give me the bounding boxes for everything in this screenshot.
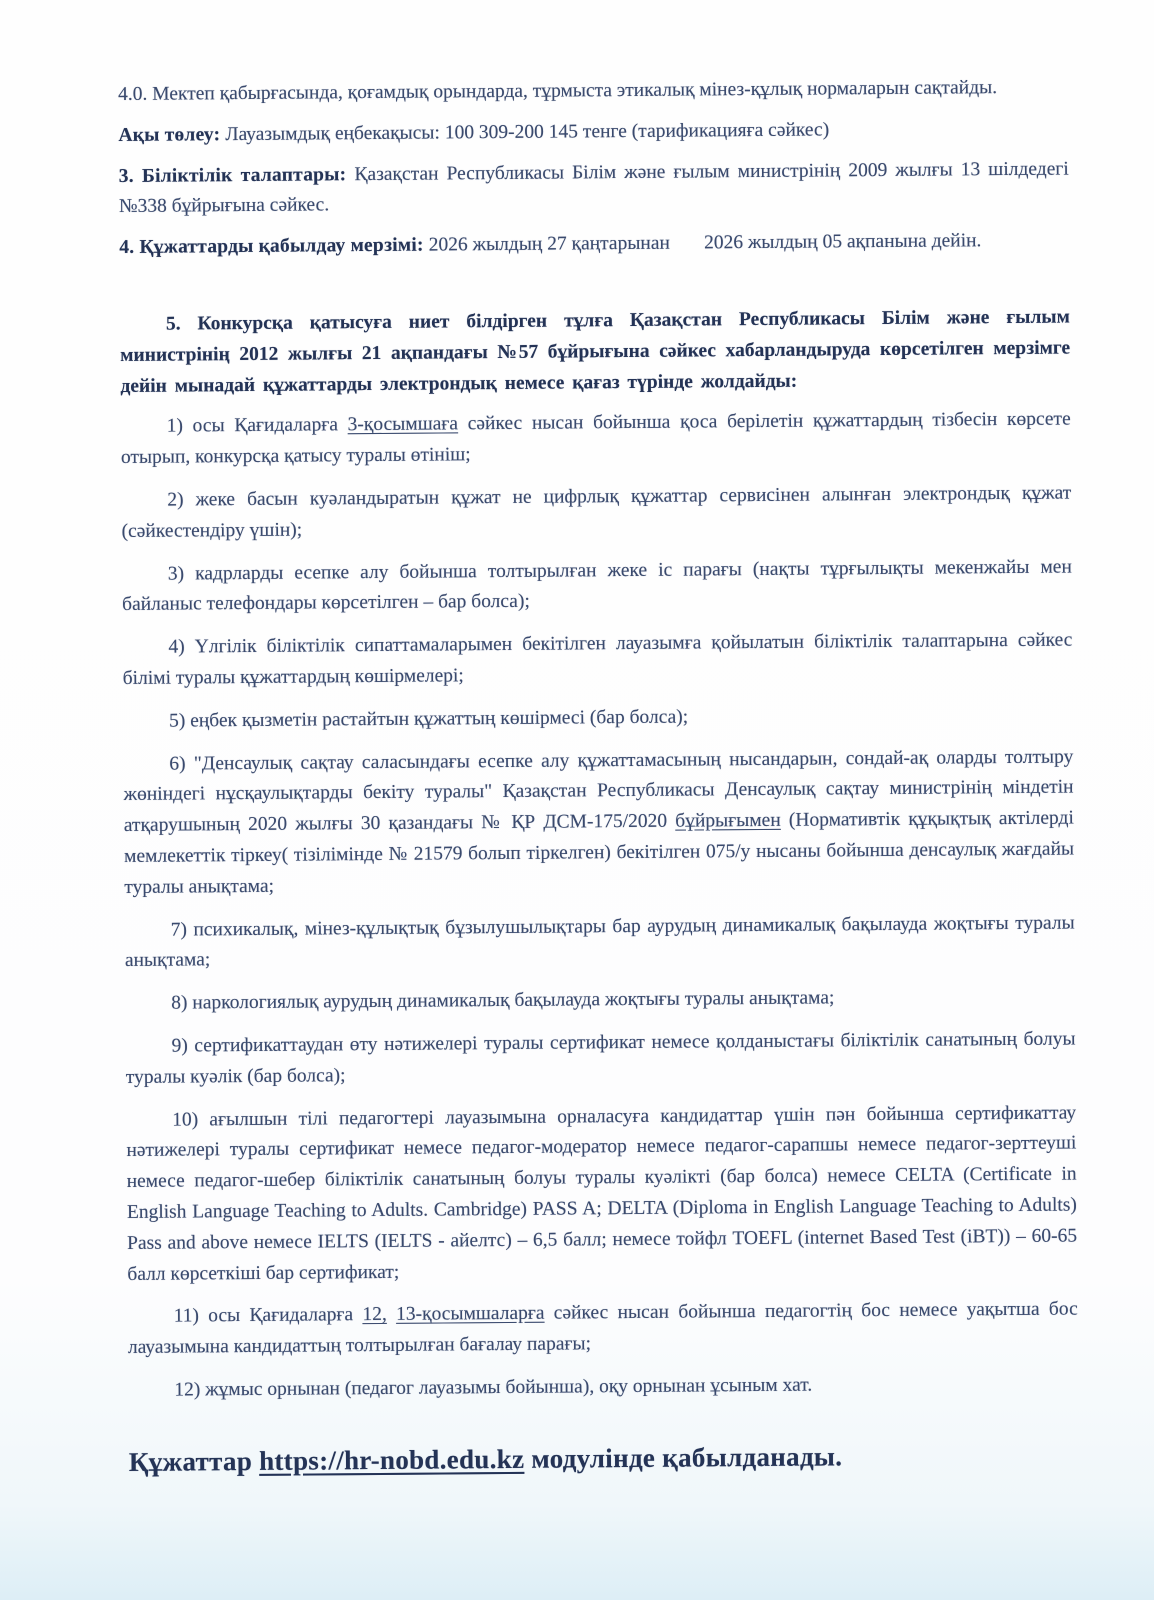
clause-item-10 xyxy=(126,1098,1077,1290)
paragraph-qualification-requirements xyxy=(119,154,1069,223)
document-url-link: https://hr-nobd.edu.kz xyxy=(259,1443,525,1476)
clause-item-6-segment-2: бұйрығымен xyxy=(675,809,781,832)
section-5-heading: 5. Конкурсқа қатысуға ниет білдірген тұлға Қазақстан Республикасы Білім және ғылым министрінің 2012 жылғы 21 ақпандағы №57 бұйрығына сәйкес хабарландыруда көрсетілген мерзімге дейін мынадай құжаттарды электрондық немесе қағаз түрінде жолдайды: xyxy=(120,306,1071,397)
clause-item-2-segment-1: 2) жеке басын куәландыратын құжат не цифрлық құжаттар сервисінен алынған электрондық құжат (сәйкестендіру үшін); xyxy=(121,482,1072,542)
section-3-text: Қазақстан Республикасы Білім және ғылым министрінің 2009 жылғы 13 шілдедегі №338 бұйрығына сәйкес. xyxy=(118,158,1069,218)
clause-item-7-segment-1: 7) психикалық, мінез-құлықтық бұзылушылықтары бар аурудың динамикалық бақылауда жоқтығы туралы анықтама; xyxy=(124,912,1075,972)
payment-value: Лауазымдық еңбекақысы: 100 309-200 145 тенге (тарификацияға сәйкес) xyxy=(225,119,830,145)
clause-item-8 xyxy=(125,982,1075,1020)
paragraph-submission-period xyxy=(119,226,1069,264)
clause-item-8-segment-1: 8) наркологиялық аурудың динамикалық бақылауда жоқтығы туралы анықтама; xyxy=(171,987,835,1014)
section-3-label: 3. Біліктілік талаптары: xyxy=(118,163,355,187)
paragraph-payment xyxy=(118,113,1068,151)
clause-item-1-segment-2: 3-қосымшаға xyxy=(347,413,459,436)
footer-note xyxy=(129,1433,1079,1483)
clause-item-6 xyxy=(123,742,1074,903)
footer-lead: Құжаттар xyxy=(128,1445,260,1477)
clause-item-11-segment-1: 11) осы Қағидаларға xyxy=(173,1304,363,1327)
clause-item-1 xyxy=(121,405,1071,474)
clause-item-4-segment-1: 4) Үлгілік біліктілік сипаттамаларымен бекітілген лауазымға қойылатын біліктілік талаптарына сәйкес білімі туралы құжаттардың көшірмелері; xyxy=(122,629,1073,689)
paragraph-ethics-clause: 4.0. Мектеп қабырғасында, қоғамдық орындарда, тұрмыста этикалық мінез-құлық нормаларын сақтайды. xyxy=(118,77,998,105)
clause-item-5 xyxy=(123,699,1073,737)
clause-item-3 xyxy=(122,552,1072,621)
footer-rest: модулінде қабылданады. xyxy=(524,1441,843,1474)
clause-item-7 xyxy=(125,908,1075,977)
clause-item-12 xyxy=(128,1368,1078,1406)
clause-item-3-segment-1: 3) кадрларды есепке алу бойынша толтырылған жеке іс парағы (нақты тұрғылықты мекенжайы мен байланыс телефондары көрсетілген – бар болса); xyxy=(122,556,1072,616)
document-body xyxy=(118,73,1079,1494)
clause-item-6-segment-1: 6) "Денсаулық сақтау саласындағы есепке алу құжаттамасының нысандарын, сондай-ақ оларды толтыру жөніндегі нұсқаулықтарды бекіту туралы" Қазақстан Республикасы Денсаулық сақтау министрінің міндетін атқарушының 2020 жылғы 30 қазандағы № ҚР ДСМ-175/2020 xyxy=(123,746,1074,837)
section-4-label: 4. Құжаттарды қабылдау мерзімі: xyxy=(119,234,429,259)
clause-item-1-segment-3: сәйкес нысан бойынша қоса берілетін құжаттардың тізбесін көрсете отырып, конкурсқа қатысу туралы өтініш; xyxy=(120,408,1071,469)
clause-item-5-segment-1: 5) еңбек қызметін растайтын құжаттың көшірмесі (бар болса); xyxy=(168,706,689,732)
clause-list xyxy=(121,405,1079,1407)
section-4-text: 2026 жылдың 27 қаңтарынан 2026 жылдың 05 ақпанына дейін. xyxy=(428,230,982,256)
clause-item-11 xyxy=(128,1295,1078,1364)
clause-item-6-segment-3: (Нормативтік құқықтық актілерді мемлекеттік тіркеу( тізілімінде № 21579 болып тіркелген) бекітілген 075/у нысаны бойынша денсаулық жағдайы туралы анықтама; xyxy=(124,807,1075,898)
payment-label: Ақы төлеу: xyxy=(118,123,226,146)
clause-item-2 xyxy=(121,478,1071,547)
clause-item-12-segment-1: 12) жұмыс орнынан (педагог лауазымы бойынша), оқу орнынан ұсыным хат. xyxy=(174,1374,813,1401)
clause-item-11-segment-5: сәйкес нысан бойынша педагогтің бос немесе уақытша бос лауазымына кандидаттың толтырылған бағалау парағы; xyxy=(127,1298,1078,1359)
clause-item-11-segment-4: 13-қосымшаларға xyxy=(395,1302,545,1326)
clause-item-9-segment-1: 9) сертификаттаудан өту нәтижелері туралы сертификат немесе қолданыстағы біліктілік санатының болуы туралы куәлік (бар болса); xyxy=(125,1028,1076,1088)
clause-item-1-segment-1: 1) осы Қағидаларға xyxy=(166,414,348,438)
clause-item-9 xyxy=(125,1024,1075,1093)
clause-item-10-segment-1: 10) ағылшын тілі педагогтері лауазымына орналасуға кандидаттар үшін пән бойынша сертификаттау нәтижелері туралы сертификат немесе педагог-модератор немесе педагог-сарапшы немесе педагог-зерттеуші немесе педагог-шебер біліктілік санатының болуы туралы куәлікті (бар болса) немесе CELTA (Certificate in English Language Teaching to Adults. Cambridge) PASS A; DELTA (Diploma in English Language Teaching to Adults) Pass and above немесе IELTS (IELTS - айелтс) – 6,5 балл; немесе тойфл TOEFL (internet Based Test (iBT)) – 60-65 балл көрсеткіші бар сертификат; xyxy=(126,1102,1078,1285)
clause-item-4 xyxy=(122,626,1072,695)
clause-item-11-segment-2: 12, xyxy=(362,1304,387,1326)
